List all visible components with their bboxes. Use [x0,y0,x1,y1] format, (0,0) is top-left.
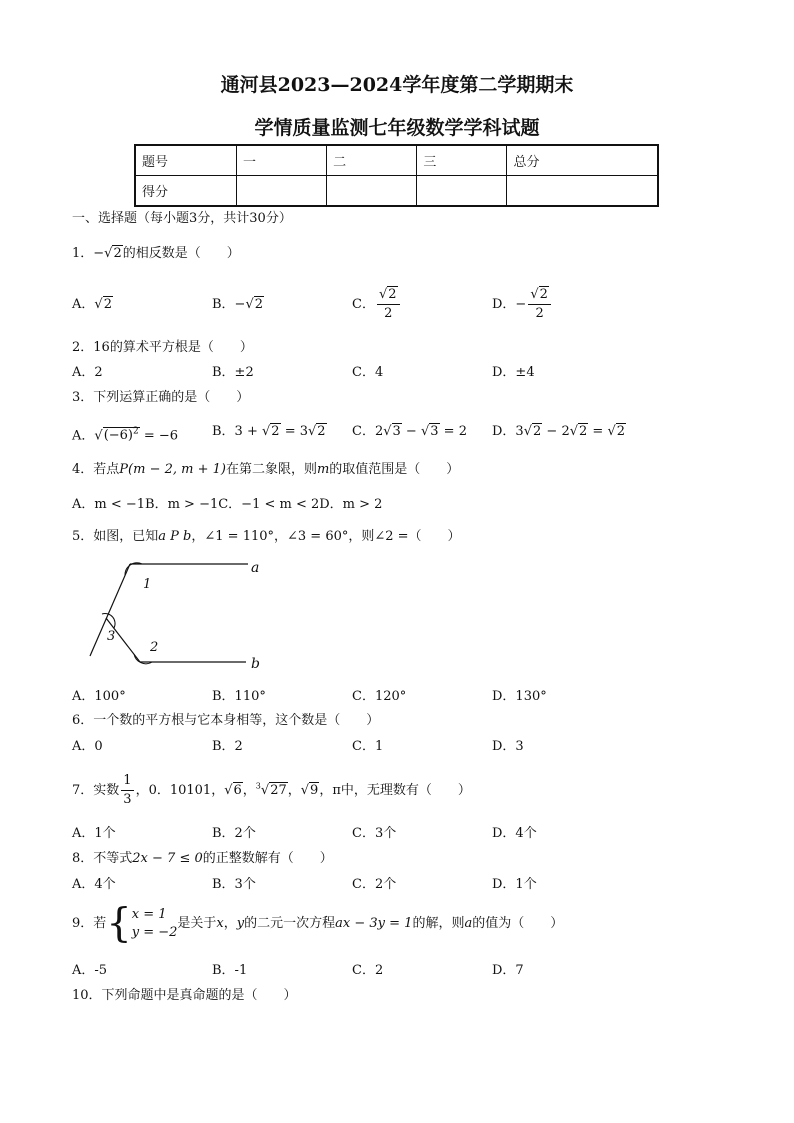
q1-option-c: C． $\frac{√2}{2}$ [352,286,402,323]
q4-options: A．m < −1B．m > −1C．−1 < m < 2D．m > 2 [72,497,383,512]
score-cell: 总分 [507,145,658,176]
q6-option-d: D．3 [492,739,524,754]
angle-label-2: 2 [150,640,159,655]
q5-option-c: C．120° [352,689,407,704]
q6-option-b: B．2 [212,739,243,754]
q9-option-a: A．-5 [72,963,108,978]
q8-option-d: D．1个 [492,877,537,892]
score-cell: 题号 [135,145,237,176]
q3-option-d: D．3√2 − 2√2 = √2 [492,424,626,439]
q1-option-b: B．−√2 [212,297,264,312]
line-label-b: b [251,656,260,672]
score-cell[interactable] [507,176,658,207]
question-7: 7．实数 $\frac{1}{3}$ ，0．10101，√6，$^3$√27，√9，π中，无理数有（ ） [72,773,471,807]
score-cell: 得分 [135,176,237,207]
score-cell: 二 [327,145,417,176]
q2-option-d: D．±4 [492,365,535,380]
q7-option-d: D．4个 [492,826,537,841]
line-label-a: a [251,560,260,576]
q8-option-b: B．3个 [212,877,256,892]
angle-label-3: 3 [107,629,116,644]
question-1: 1．−√2的相反数是（ ） [72,246,240,261]
exam-title-line2: 学情质量监测七年级数学学科试题 [254,117,540,139]
q5-option-b: B．110° [212,689,266,704]
section-heading: 一、选择题（每小题3分，共计30分） [72,211,292,226]
q9-option-c: C．2 [352,963,384,978]
q2-option-c: C．4 [352,365,384,380]
q2-option-a: A．2 [72,365,103,380]
q7-option-b: B．2个 [212,826,256,841]
question-3: 3．下列运算正确的是（ ） [72,390,250,405]
score-table [134,144,659,207]
q1-prefix: 1．− [72,246,105,261]
score-cell: 一 [237,145,327,176]
question-10: 10．下列命题中是真命题的是（ ） [72,988,297,1003]
q1-radicand: 2 [113,246,122,261]
exam-title-line1: 通河县2023—2024学年度第二学期期末 [220,74,574,96]
score-table-score-row [135,176,658,207]
q1-option-d: D．− $\frac{√2}{2}$ [492,286,553,323]
q1-text: 的相反数是（ ） [122,246,240,261]
q7-option-a: A．1个 [72,826,116,841]
question-6: 6．一个数的平方根与它本身相等，这个数是（ ） [72,713,380,728]
q5-option-a: A．100° [72,689,126,704]
q3-option-a: A．$√(-6)^2 = -6$ [72,427,179,444]
angle-label-1: 1 [143,577,152,592]
q3-option-b: B．3 + √2 = 3√2 [212,424,326,439]
score-cell[interactable] [417,176,507,207]
question-4: 4．若点P(m − 2, m + 1)在第二象限，则m的取值范围是（ ） [72,462,460,477]
q6-option-c: C．1 [352,739,384,754]
q1-option-a: A．√2 [72,297,112,312]
question-5: 5．如图，已知a P b，∠1 = 110°，∠3 = 60°，则∠2 =（ ） [72,529,461,544]
score-cell[interactable] [237,176,327,207]
score-cell: 三 [417,145,507,176]
score-cell[interactable] [327,176,417,207]
question-8: 8．不等式2x − 7 ≤ 0的正整数解有（ ） [72,851,333,866]
parallel-lines-figure [78,558,278,674]
q9-option-b: B．-1 [212,963,248,978]
question-2: 2．16的算术平方根是（ ） [72,340,253,355]
q6-option-a: A．0 [72,739,103,754]
q5-option-d: D．130° [492,689,547,704]
question-9: 9．若{ x = 1 y = −2 是关于x，y的二元一次方程ax − 3y = 1的解，则a的值为（ ） [72,900,564,947]
q8-option-a: A．4个 [72,877,116,892]
q2-option-b: B．±2 [212,365,254,380]
q8-option-c: C．2个 [352,877,397,892]
q7-option-c: C．3个 [352,826,397,841]
q3-option-c: C．2√3 − √3 = 2 [352,424,467,439]
q9-option-d: D．7 [492,963,524,978]
score-table-header-row [135,145,658,176]
